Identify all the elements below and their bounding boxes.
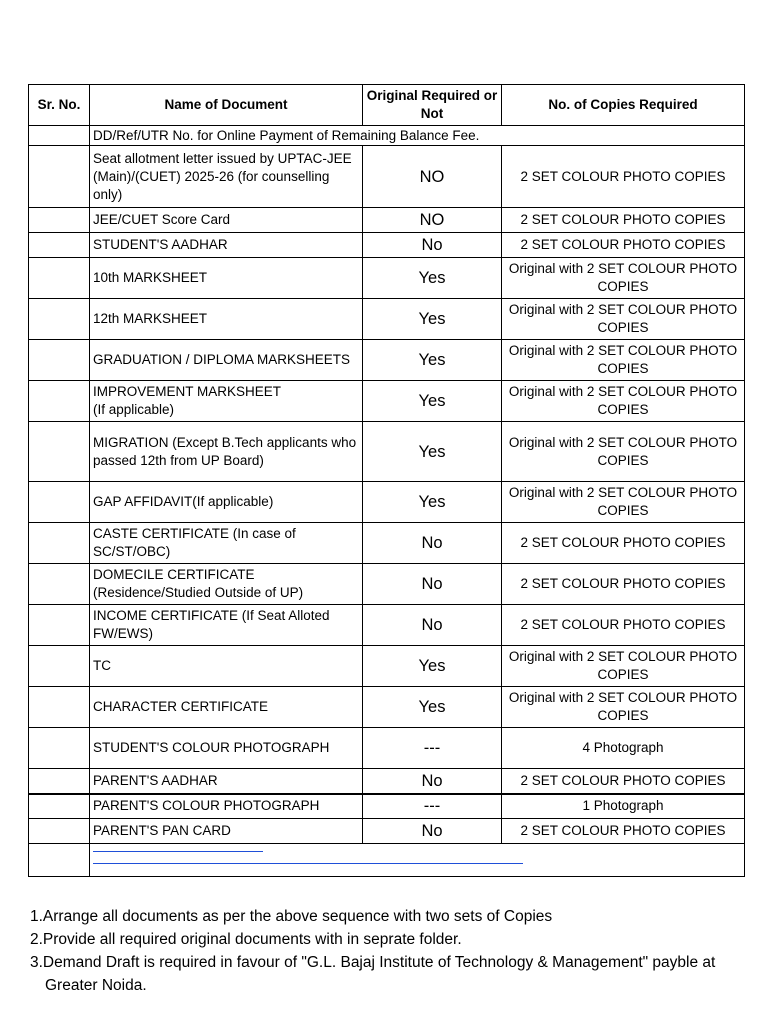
table-cell-sr: [29, 794, 90, 819]
copies-required-cell: Original with 2 SET COLOUR PHOTO COPIES: [502, 646, 745, 687]
copies-required-cell: Original with 2 SET COLOUR PHOTO COPIES: [502, 258, 745, 299]
table-cell-sr: [29, 422, 90, 482]
original-required-cell: Yes: [363, 422, 502, 482]
table-row: [29, 340, 745, 381]
table-cell-sr: [29, 233, 90, 258]
notes-section: [30, 905, 730, 997]
document-name-cell: CHARACTER CERTIFICATE: [90, 687, 363, 728]
document-name-cell: IMPROVEMENT MARKSHEET (If applicable): [90, 381, 363, 422]
original-required-cell: Yes: [363, 258, 502, 299]
original-required-cell: No: [363, 769, 502, 794]
copies-required-cell: 2 SET COLOUR PHOTO COPIES: [502, 564, 745, 605]
table-cell-sr: [29, 340, 90, 381]
document-name-cell: PARENT'S AADHAR: [90, 769, 363, 794]
original-required-cell: ---: [363, 728, 502, 769]
table-cell-sr: [29, 146, 90, 208]
original-required-cell: No: [363, 605, 502, 646]
copies-required-cell: Original with 2 SET COLOUR PHOTO COPIES: [502, 340, 745, 381]
table-row: [29, 208, 745, 233]
copies-required-cell: 4 Photograph: [502, 728, 745, 769]
payment-row-text: DD/Ref/UTR No. for Online Payment of Remaining Balance Fee.: [90, 126, 745, 146]
table-cell-sr: [29, 844, 90, 877]
table-row: [29, 299, 745, 340]
original-required-cell: Yes: [363, 482, 502, 523]
copies-required-cell: Original with 2 SET COLOUR PHOTO COPIES: [502, 422, 745, 482]
document-name-cell: TC: [90, 646, 363, 687]
table-row: [29, 687, 745, 728]
table-cell-sr: [29, 299, 90, 340]
copies-required-cell: Original with 2 SET COLOUR PHOTO COPIES: [502, 299, 745, 340]
original-required-cell: No: [363, 523, 502, 564]
header-copies-required: No. of Copies Required: [502, 85, 745, 126]
original-required-cell: Yes: [363, 381, 502, 422]
table-row: [29, 646, 745, 687]
note-item: 1.Arrange all documents as per the above sequence with two sets of Copies: [30, 908, 553, 925]
table-row: [29, 769, 745, 794]
original-required-cell: No: [363, 564, 502, 605]
table-row: [29, 482, 745, 523]
copies-required-cell: 2 SET COLOUR PHOTO COPIES: [502, 233, 745, 258]
document-name-cell: CASTE CERTIFICATE (In case of SC/ST/OBC): [90, 523, 363, 564]
table-row: [29, 819, 745, 844]
copies-required-cell: 2 SET COLOUR PHOTO COPIES: [502, 819, 745, 844]
table-row: [29, 605, 745, 646]
table-row: [29, 258, 745, 299]
table-row: [29, 381, 745, 422]
table-body: [29, 126, 745, 877]
table-header-row: [29, 85, 745, 126]
document-name-cell: MIGRATION (Except B.Tech applicants who passed 12th from UP Board): [90, 422, 363, 482]
document-name-cell: INCOME CERTIFICATE (If Seat Alloted FW/EWS): [90, 605, 363, 646]
table-row: [29, 233, 745, 258]
document-name-cell: 10th MARKSHEET: [90, 258, 363, 299]
document-name-cell: 12th MARKSHEET: [90, 299, 363, 340]
document-name-cell: GAP AFFIDAVIT(If applicable): [90, 482, 363, 523]
table-row: [29, 422, 745, 482]
table-row: [29, 564, 745, 605]
documents-table: [28, 84, 745, 877]
payment-row: [29, 126, 745, 146]
link-row: [29, 844, 745, 877]
table-cell-sr: [29, 482, 90, 523]
document-name-cell: JEE/CUET Score Card: [90, 208, 363, 233]
copies-required-cell: Original with 2 SET COLOUR PHOTO COPIES: [502, 381, 745, 422]
table-cell-sr: [29, 258, 90, 299]
original-required-cell: No: [363, 819, 502, 844]
table-cell-sr: [29, 523, 90, 564]
original-required-cell: ---: [363, 794, 502, 819]
header-sr-no: Sr. No.: [29, 85, 90, 126]
link-underline[interactable]: [93, 863, 523, 864]
table-cell-sr: [29, 646, 90, 687]
original-required-cell: Yes: [363, 299, 502, 340]
header-original-required: Original Required or Not: [363, 85, 502, 126]
header-document-name: Name of Document: [90, 85, 363, 126]
copies-required-cell: 2 SET COLOUR PHOTO COPIES: [502, 523, 745, 564]
document-name-cell: GRADUATION / DIPLOMA MARKSHEETS: [90, 340, 363, 381]
copies-required-cell: 2 SET COLOUR PHOTO COPIES: [502, 208, 745, 233]
table-cell-sr: [29, 728, 90, 769]
copies-required-cell: Original with 2 SET COLOUR PHOTO COPIES: [502, 482, 745, 523]
document-name-cell: PARENT'S PAN CARD: [90, 819, 363, 844]
table-cell-sr: [29, 605, 90, 646]
link-cell: [90, 844, 745, 877]
original-required-cell: No: [363, 233, 502, 258]
note-item: 3.Demand Draft is required in favour of "G.L. Bajaj Institute of Technology & Management" payble at Greater Noida.: [30, 954, 716, 994]
table-cell-sr: [29, 687, 90, 728]
copies-required-cell: 2 SET COLOUR PHOTO COPIES: [502, 605, 745, 646]
document-name-cell: PARENT'S COLOUR PHOTOGRAPH: [90, 794, 363, 819]
original-required-cell: Yes: [363, 646, 502, 687]
copies-required-cell: 2 SET COLOUR PHOTO COPIES: [502, 146, 745, 208]
table-cell-sr: [29, 381, 90, 422]
table-cell-sr: [29, 208, 90, 233]
table-row: [29, 794, 745, 819]
link-underline[interactable]: [93, 851, 263, 852]
table-cell-sr: [29, 564, 90, 605]
document-name-cell: STUDENT'S COLOUR PHOTOGRAPH: [90, 728, 363, 769]
copies-required-cell: 2 SET COLOUR PHOTO COPIES: [502, 769, 745, 794]
table-row: [29, 146, 745, 208]
table-cell-sr: [29, 126, 90, 146]
original-required-cell: Yes: [363, 340, 502, 381]
original-required-cell: Yes: [363, 687, 502, 728]
original-required-cell: NO: [363, 208, 502, 233]
document-name-cell: DOMECILE CERTIFICATE (Residence/Studied Outside of UP): [90, 564, 363, 605]
copies-required-cell: 1 Photograph: [502, 794, 745, 819]
document-name-cell: STUDENT'S AADHAR: [90, 233, 363, 258]
table-cell-sr: [29, 819, 90, 844]
document-name-cell: Seat allotment letter issued by UPTAC-JEE (Main)/(CUET) 2025-26 (for counselling only): [90, 146, 363, 208]
original-required-cell: NO: [363, 146, 502, 208]
table-cell-sr: [29, 769, 90, 794]
note-item: 2.Provide all required original documents with in seprate folder.: [30, 931, 462, 948]
table-row: [29, 728, 745, 769]
table-row: [29, 523, 745, 564]
copies-required-cell: Original with 2 SET COLOUR PHOTO COPIES: [502, 687, 745, 728]
